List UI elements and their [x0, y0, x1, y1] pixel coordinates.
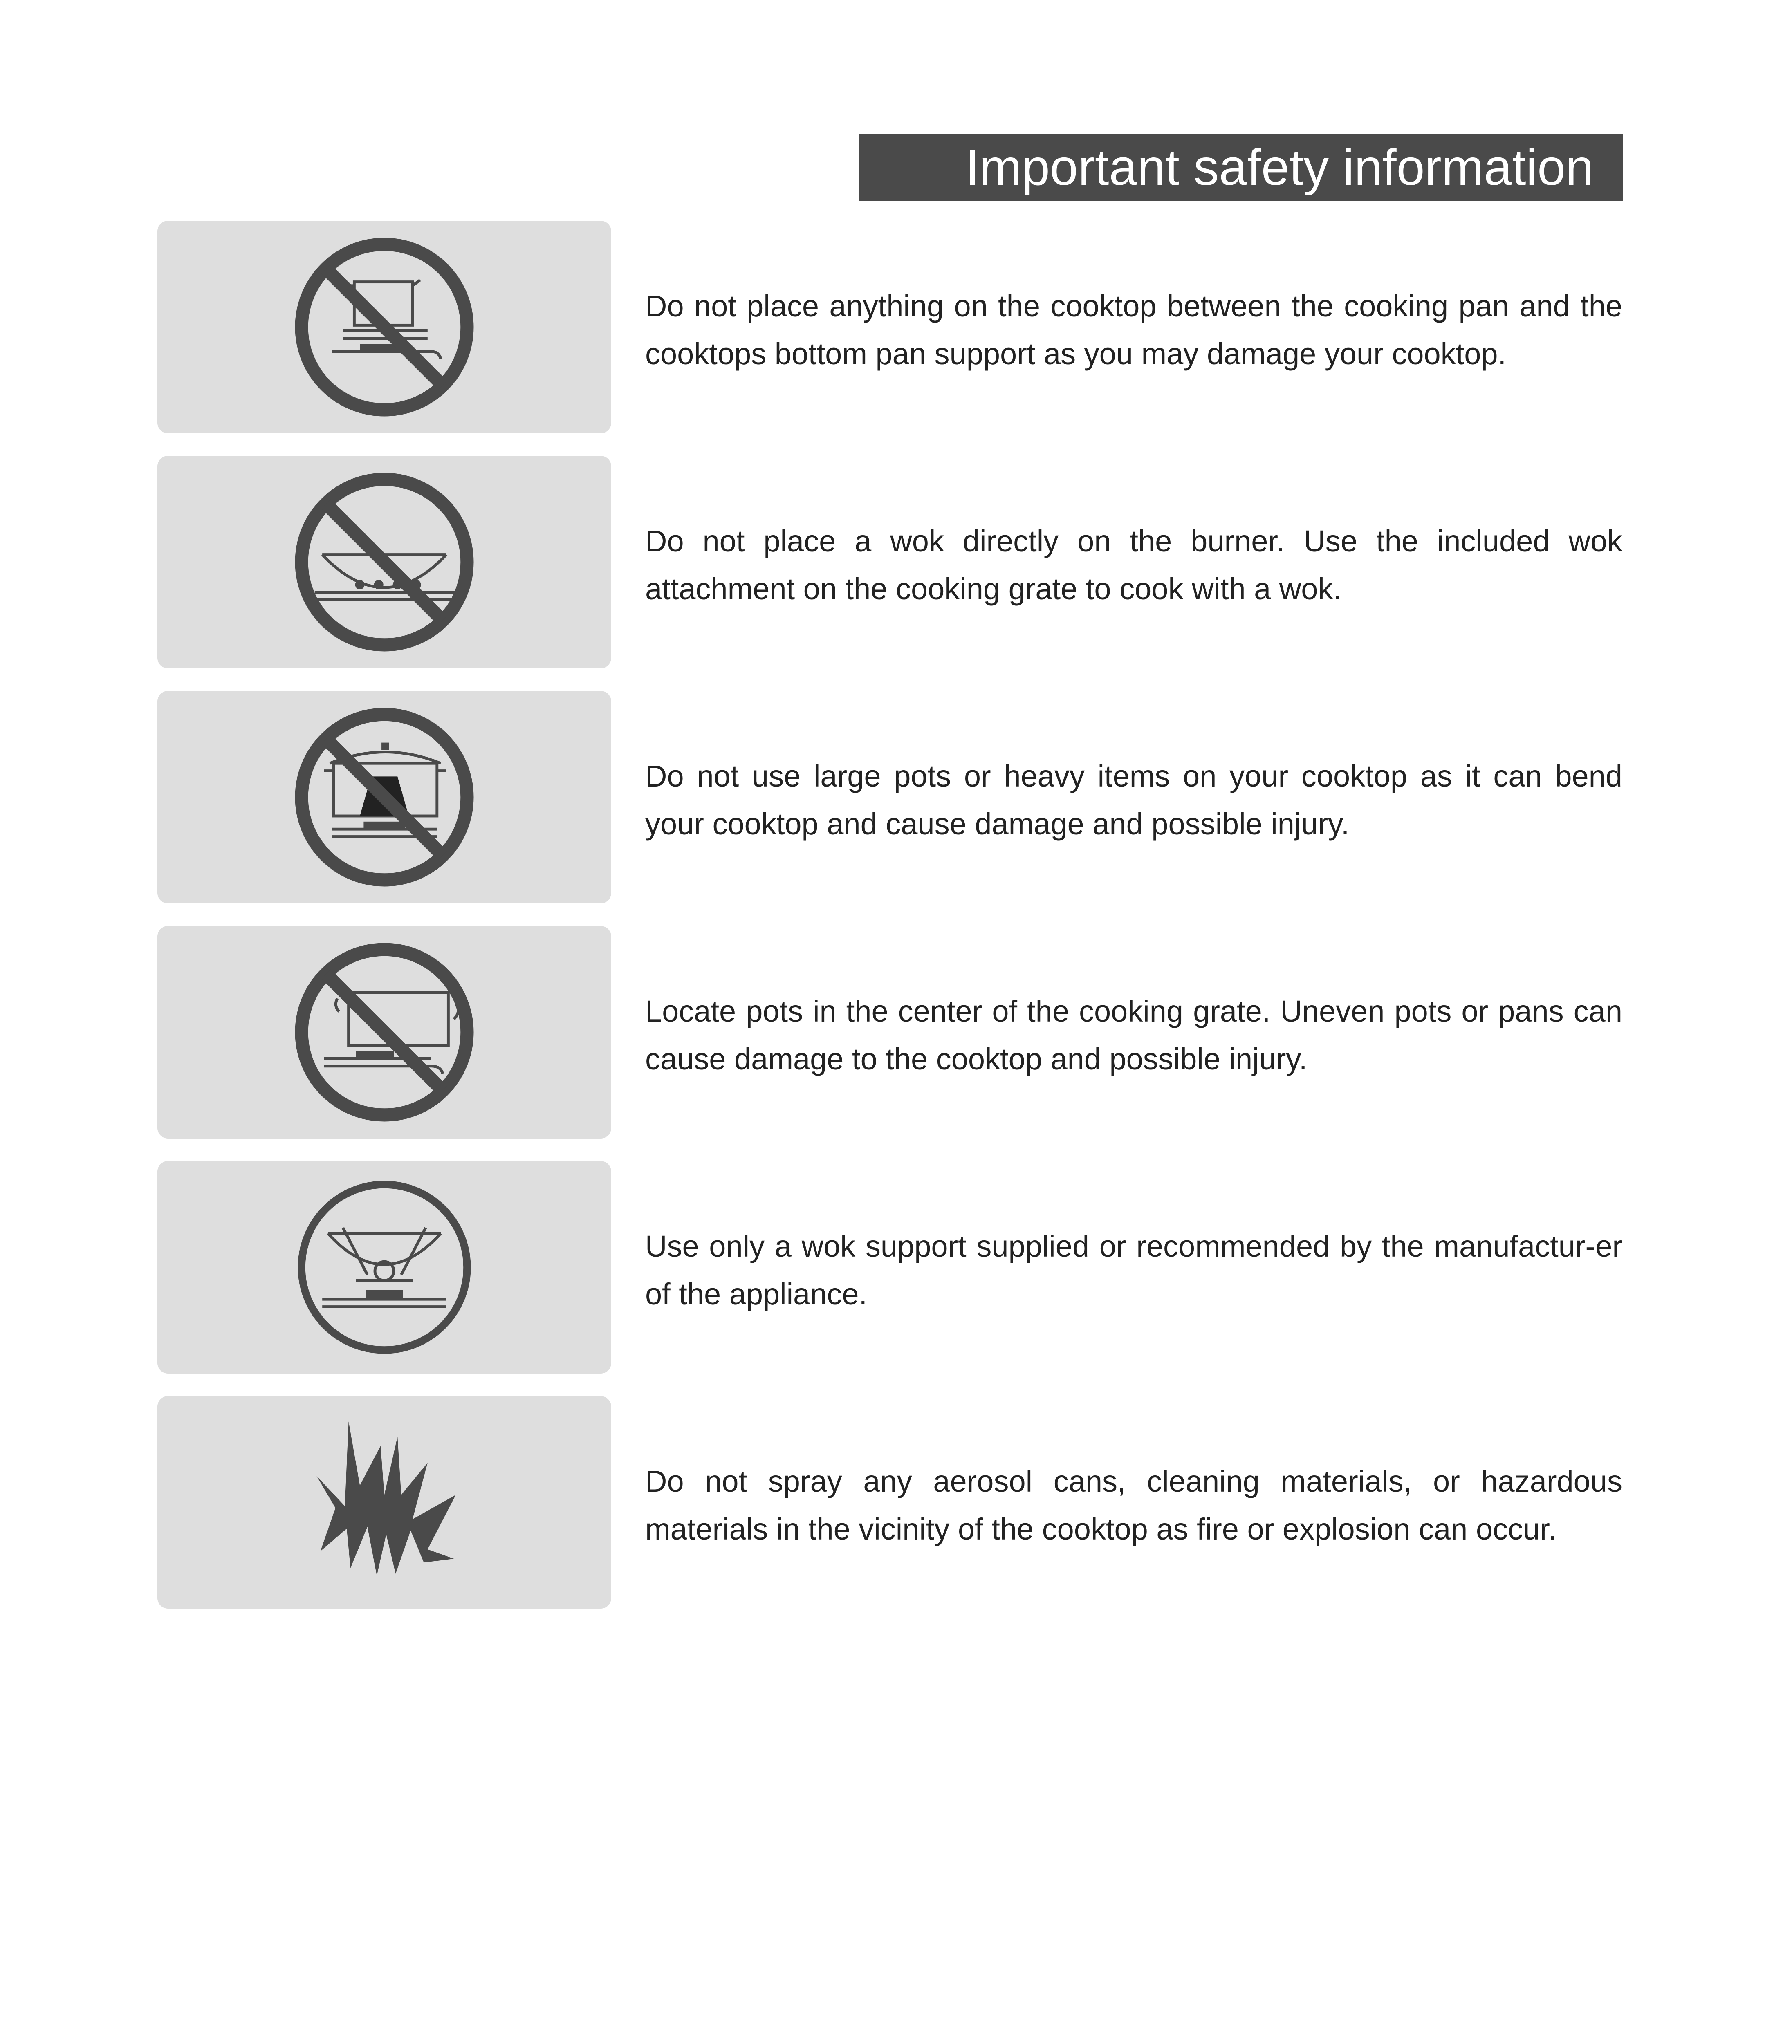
- safety-item: [157, 926, 1623, 1139]
- safety-item: [157, 456, 1623, 668]
- safety-item: [157, 221, 1623, 433]
- icon-box: [157, 926, 611, 1139]
- safety-item: [157, 1396, 1623, 1609]
- safety-item-text: Do not use large pots or heavy items on your cooktop as it can bend your cooktop and cause damage and possible injury.: [645, 759, 1622, 841]
- icon-box: [157, 691, 611, 903]
- safety-item: [157, 1161, 1623, 1374]
- icon-box: [157, 221, 611, 433]
- page-title-bar: [859, 134, 1623, 201]
- safety-item-text: Use only a wok support supplied or recommended by the manufactur-er of the appliance.: [645, 1229, 1622, 1311]
- icon-box: [157, 1161, 611, 1374]
- safety-item-text: Do not place anything on the cooktop between the cooking pan and the cooktops bottom pan support as you may damage your cooktop.: [645, 289, 1622, 371]
- icon-box: [157, 1396, 611, 1609]
- page-title: Important safety information: [965, 139, 1594, 196]
- safety-item-text: Do not spray any aerosol cans, cleaning materials, or hazardous materials in the vicinity of the cooktop as fire or explosion can occur.: [645, 1464, 1622, 1546]
- safety-item-text: Do not place a wok directly on the burner. Use the included wok attachment on the cooking grate to cook with a wok.: [645, 524, 1622, 606]
- wok-support-icon: [290, 1173, 478, 1361]
- no-off-center-pot-icon: [290, 938, 478, 1126]
- explosion-icon: [290, 1408, 478, 1596]
- safety-item-text: Locate pots in the center of the cooking grate. Uneven pots or pans can cause damage to the cooktop and possible injury.: [645, 994, 1622, 1076]
- safety-item: [157, 691, 1623, 903]
- no-wok-on-burner-icon: [290, 468, 478, 656]
- icon-box: [157, 456, 611, 668]
- no-item-between-pan-and-support-icon: [290, 233, 478, 421]
- no-heavy-pot-icon: [290, 703, 478, 891]
